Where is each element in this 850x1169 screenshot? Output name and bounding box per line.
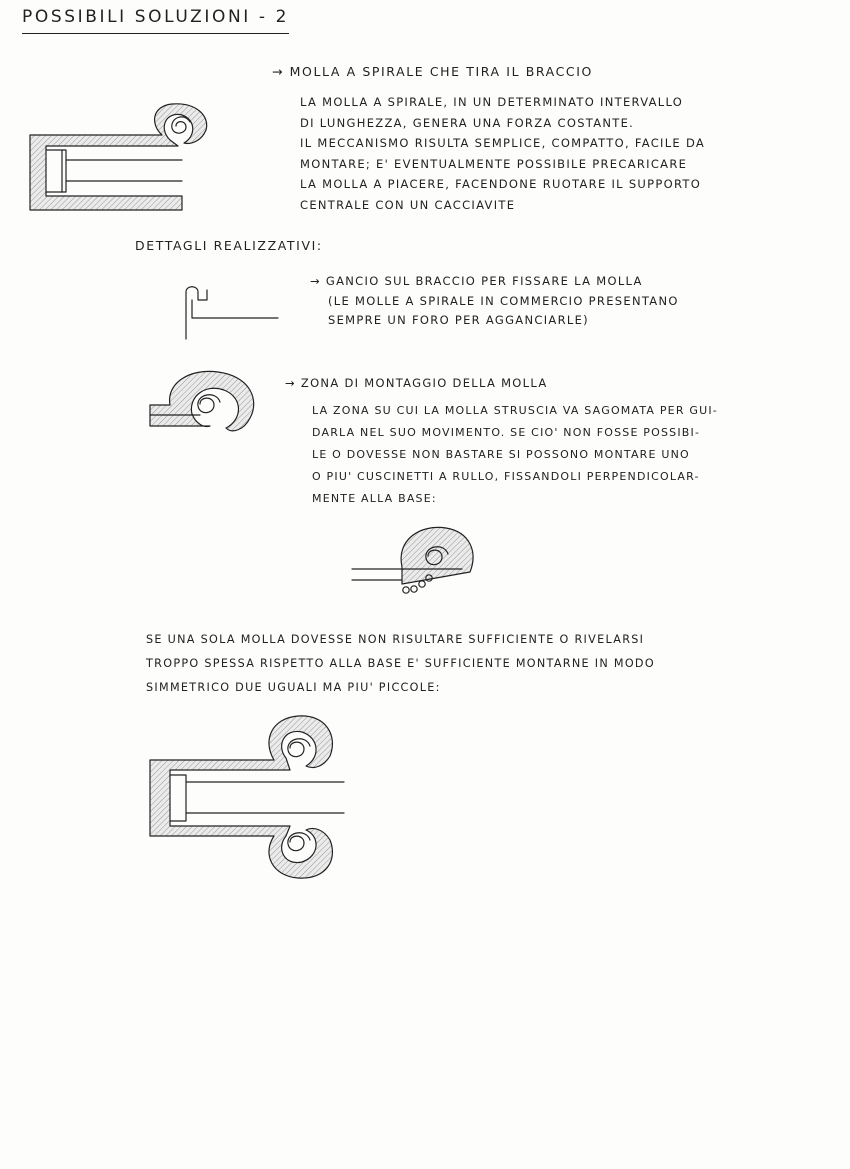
section1-line: DI LUNGHEZZA, GENERA UNA FORZA COSTANTE.	[300, 115, 635, 130]
hook-sketch	[186, 287, 278, 339]
frame-hatched	[30, 104, 207, 210]
guide-hatched	[150, 371, 254, 430]
detail2-line: O PIU' CUSCINETTI A RULLO, FISSANDOLI PERPENDICOLAR-	[312, 470, 700, 483]
bearing-sketch	[352, 527, 473, 593]
sliding-arm	[186, 782, 344, 813]
section1-line: LA MOLLA A PIACERE, FACENDONE RUOTARE IL SUPPORTO	[300, 177, 702, 191]
detail2-line: DARLA NEL SUO MOVIMENTO. SE CIO' NON FOSSE POSSIBI-	[312, 426, 701, 439]
detail1-line: SEMPRE UN FORO PER AGGANCIARLE)	[328, 313, 589, 327]
spiral-coil	[172, 117, 190, 133]
section3-line: SIMMETRICO DUE UGUALI MA PIU' PICCOLE:	[146, 681, 441, 694]
section3-line: TROPPO SPESSA RISPETTO ALLA BASE E' SUFFICIENTE MONTARNE IN MODO	[146, 657, 655, 670]
roller-bearing	[411, 586, 417, 592]
hook-shape	[186, 287, 207, 339]
detail1-line: (LE MOLLE A SPIRALE IN COMMERCIO PRESENTANO	[328, 294, 679, 308]
hook-arm	[192, 300, 278, 318]
roller-bearing	[419, 581, 425, 587]
spiral-coil-top	[288, 739, 310, 757]
frame-inner-slot	[170, 775, 186, 821]
section1-line: LA MOLLA A SPIRALE, IN UN DETERMINATO INTERVALLO	[300, 95, 684, 109]
section1-line: MONTARE; E' EVENTUALMENTE POSSIBILE PRECARICARE	[300, 156, 688, 171]
frame-inner-slot	[46, 150, 66, 192]
roller-bearing	[403, 587, 409, 593]
detail2-line: LE O DOVESSE NON BASTARE SI POSSONO MONTARE UNO	[312, 448, 690, 461]
mounting-zone-sketch	[150, 371, 254, 430]
spiral-coil-bottom	[288, 833, 310, 851]
spring-mechanism-sketch	[30, 104, 207, 210]
guide-hatched	[401, 527, 473, 584]
section3-line: SE UNA SOLA MOLLA DOVESSE NON RISULTARE SUFFICIENTE O RIVELARSI	[146, 633, 645, 646]
spiral-coil	[198, 395, 220, 413]
section1-heading: → MOLLA A SPIRALE CHE TIRA IL BRACCIO	[272, 64, 593, 79]
detail1-heading: → GANCIO SUL BRACCIO PER FISSARE LA MOLLA	[310, 274, 643, 288]
section1-line: IL MECCANISMO RISULTA SEMPLICE, COMPATTO, FACILE DA	[300, 136, 706, 150]
detail2-line: LA ZONA SU CUI LA MOLLA STRUSCIA VA SAGOMATA PER GUI-	[312, 404, 718, 417]
section1-line: CENTRALE CON UN CACCIAVITE	[300, 197, 516, 212]
page-title: POSSIBILI SOLUZIONI - 2	[22, 8, 289, 34]
detail2-line: MENTE ALLA BASE:	[312, 492, 437, 505]
sliding-arm	[66, 160, 182, 181]
details-heading: DETTAGLI REALIZZATIVI:	[135, 238, 323, 253]
double-spring-sketch	[150, 716, 344, 878]
detail2-heading: → ZONA DI MONTAGGIO DELLA MOLLA	[285, 376, 548, 390]
